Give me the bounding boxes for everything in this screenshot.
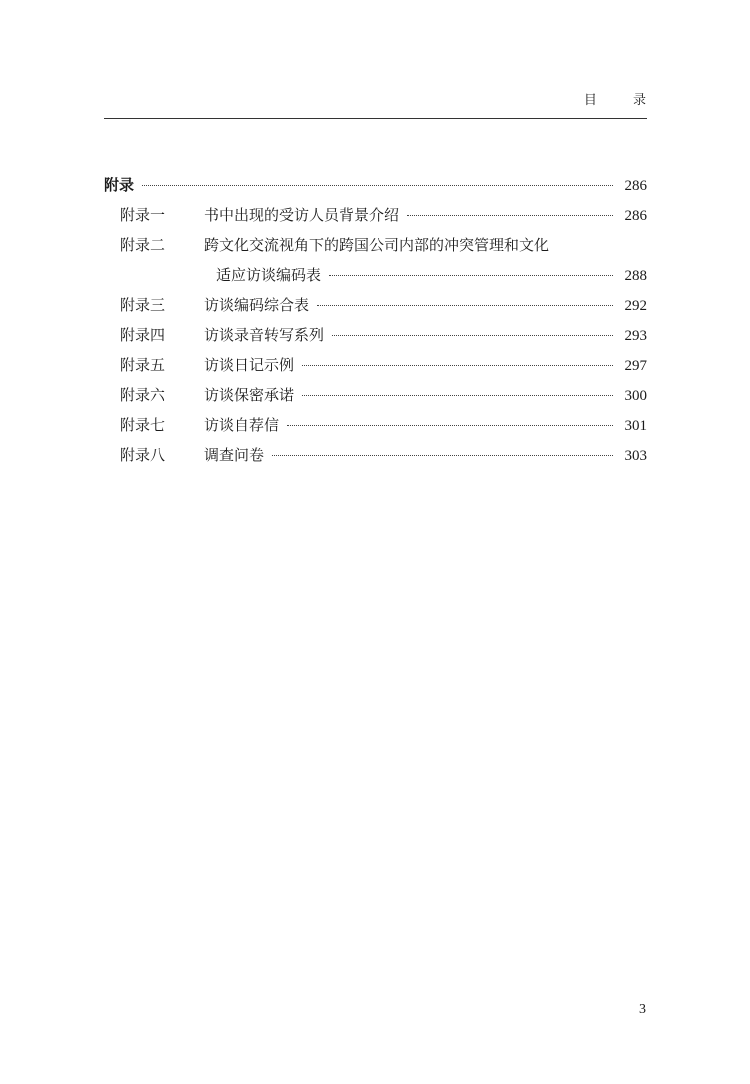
toc-page-number: 286 [624, 178, 647, 194]
toc-page-number: 297 [624, 358, 647, 374]
toc-entry-label: 附录三 [120, 296, 166, 314]
toc-page-number: 292 [624, 298, 647, 314]
toc-entry-label: 附录四 [120, 326, 166, 344]
toc-entry-label: 附录八 [120, 446, 166, 464]
toc-page-number: 293 [624, 328, 647, 344]
toc-entry-title: 访谈编码综合表 [204, 296, 310, 314]
toc-entry-label: 附录 [104, 176, 135, 194]
dot-leader [407, 214, 613, 216]
dot-leader [332, 334, 613, 336]
toc-entry[interactable] [104, 440, 647, 470]
toc-entry-label: 附录六 [120, 386, 166, 404]
toc-entry-title: 访谈录音转写系列 [204, 326, 325, 344]
toc-page-number: 301 [624, 418, 647, 434]
running-head: 目 录 [583, 93, 662, 108]
toc-entry-label: 附录七 [120, 416, 166, 434]
dot-leader [329, 274, 613, 276]
toc-entry-title: 适应访谈编码表 [216, 266, 322, 284]
toc-entry-label: 附录五 [120, 356, 166, 374]
toc-entry-title: 调查问卷 [204, 446, 265, 464]
table-of-contents [104, 170, 647, 470]
toc-entry-label: 附录一 [120, 206, 166, 224]
toc-entry-title: 访谈自荐信 [204, 416, 280, 434]
toc-entry-title: 访谈日记示例 [204, 356, 295, 374]
header-rule [104, 118, 647, 119]
toc-entry[interactable] [104, 380, 647, 410]
toc-entry[interactable] [104, 350, 647, 380]
toc-entry[interactable] [104, 200, 647, 230]
toc-page-number: 303 [624, 448, 647, 464]
toc-entry[interactable] [104, 230, 647, 260]
page-number: 3 [639, 1002, 646, 1017]
dot-leader [302, 364, 613, 366]
toc-entry-label: 附录二 [120, 236, 166, 254]
toc-entry-title: 书中出现的受访人员背景介绍 [204, 206, 400, 224]
toc-entry[interactable] [104, 410, 647, 440]
dot-leader [302, 394, 613, 396]
toc-page-number: 286 [624, 208, 647, 224]
toc-page-number: 300 [624, 388, 647, 404]
dot-leader [287, 424, 613, 426]
toc-entry-continuation[interactable] [104, 260, 647, 290]
toc-entry-title: 跨文化交流视角下的跨国公司内部的冲突管理和文化 [204, 236, 550, 254]
dot-leader [317, 304, 613, 306]
dot-leader [142, 184, 613, 186]
toc-entry[interactable] [104, 320, 647, 350]
dot-leader [272, 454, 613, 456]
toc-page-number: 288 [624, 268, 647, 284]
toc-entry-title: 访谈保密承诺 [204, 386, 295, 404]
toc-entry[interactable] [104, 290, 647, 320]
toc-entry-appendix[interactable] [104, 170, 647, 200]
